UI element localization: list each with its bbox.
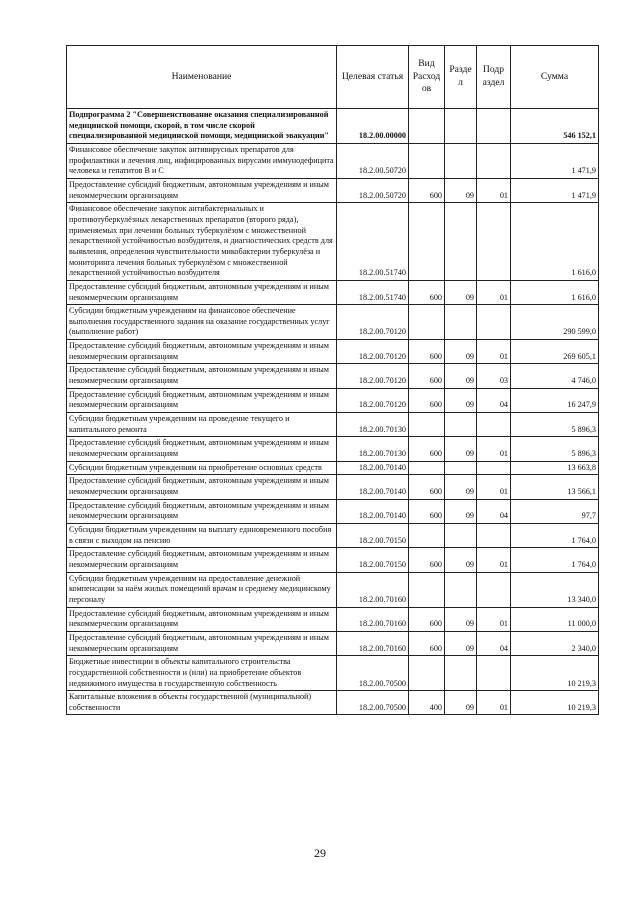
- row-target-article: 18.2.00.70160: [337, 607, 409, 631]
- row-subsection: 01: [477, 475, 511, 499]
- table-row: [67, 143, 599, 178]
- row-target-article: 18.2.00.70130: [337, 437, 409, 461]
- row-expense-kind: 400: [409, 691, 445, 715]
- row-sum: 546 152,1: [511, 109, 599, 144]
- row-name: Субсидии бюджетным учреждениям на проведение текущего и капитального ремонта: [67, 413, 337, 437]
- table-row: [67, 388, 599, 412]
- table-row: [67, 178, 599, 202]
- row-subsection: [477, 523, 511, 547]
- row-expense-kind: [409, 413, 445, 437]
- row-sum: 5 896,3: [511, 437, 599, 461]
- row-name: Предоставление субсидий бюджетным, автономным учреждениям и иным некоммерческим организациям: [67, 340, 337, 364]
- row-expense-kind: 600: [409, 499, 445, 523]
- row-section: [445, 305, 477, 340]
- row-subsection: 04: [477, 499, 511, 523]
- table-row: [67, 461, 599, 475]
- row-target-article: 18.2.00.70120: [337, 340, 409, 364]
- row-sum: 1 616,0: [511, 280, 599, 304]
- row-target-article: 18.2.00.70140: [337, 461, 409, 475]
- row-target-article: 18.2.00.51740: [337, 280, 409, 304]
- row-expense-kind: 600: [409, 364, 445, 388]
- row-subsection: 01: [477, 607, 511, 631]
- row-section: [445, 572, 477, 607]
- row-section: 09: [445, 388, 477, 412]
- row-expense-kind: 600: [409, 340, 445, 364]
- row-subsection: 01: [477, 280, 511, 304]
- table-header-row: [67, 46, 599, 109]
- row-subsection: 01: [477, 437, 511, 461]
- row-name: Субсидии бюджетным учреждениям на приобретение основных средств: [67, 461, 337, 475]
- row-sum: 1 764,0: [511, 523, 599, 547]
- row-name: Субсидии бюджетным учреждениям на предоставление денежной компенсации за наём жилых помещений врачам и среднему медицинскому персоналу: [67, 572, 337, 607]
- row-section: 09: [445, 631, 477, 655]
- budget-sheet: [66, 45, 598, 715]
- row-sum: 290 599,0: [511, 305, 599, 340]
- table-row: [67, 305, 599, 340]
- row-name: Финансовое обеспечение закупок антибактериальных и противотуберкулёзных лекарственных препаратов (второго ряда), применяемых при лечении больных туберкулёзом с множественной лекарственной устойчивостью возбудителя, и диагностических средств для выявления, определения чувствительности микобактерии туберкулёза и мониторинга лечения больных туберкулёзом с множественной лекарственной устойчивостью возбудителя: [67, 203, 337, 281]
- row-expense-kind: 600: [409, 280, 445, 304]
- row-section: [445, 461, 477, 475]
- row-subsection: [477, 461, 511, 475]
- row-expense-kind: 600: [409, 607, 445, 631]
- table-row: [67, 691, 599, 715]
- row-section: 09: [445, 548, 477, 572]
- row-section: [445, 523, 477, 547]
- row-name: Финансовое обеспечение закупок антивирусных препаратов для профилактики и лечения лиц, инфицированных вирусами иммунодефицита человека и гепатитов B и C: [67, 143, 337, 178]
- row-sum: 269 605,1: [511, 340, 599, 364]
- row-section: 09: [445, 280, 477, 304]
- table-row: [67, 340, 599, 364]
- row-sum: 13 663,8: [511, 461, 599, 475]
- row-target-article: 18.2.00.50720: [337, 178, 409, 202]
- row-subsection: [477, 572, 511, 607]
- row-expense-kind: 600: [409, 388, 445, 412]
- row-section: 09: [445, 499, 477, 523]
- row-name: Предоставление субсидий бюджетным, автономным учреждениям и иным некоммерческим организациям: [67, 499, 337, 523]
- row-subsection: 03: [477, 364, 511, 388]
- header-name: Наименование: [67, 46, 337, 109]
- table-row: [67, 523, 599, 547]
- table-row: [67, 548, 599, 572]
- row-section: 09: [445, 437, 477, 461]
- row-target-article: 18.2.00.00000: [337, 109, 409, 144]
- row-target-article: 18.2.00.70160: [337, 572, 409, 607]
- row-name: Предоставление субсидий бюджетным, автономным учреждениям и иным некоммерческим организациям: [67, 280, 337, 304]
- row-subsection: [477, 143, 511, 178]
- row-expense-kind: 600: [409, 437, 445, 461]
- row-subsection: 04: [477, 388, 511, 412]
- table-row: [67, 631, 599, 655]
- row-expense-kind: [409, 143, 445, 178]
- row-section: 09: [445, 475, 477, 499]
- row-section: 09: [445, 340, 477, 364]
- table-row: [67, 109, 599, 144]
- page-number: 29: [314, 846, 326, 860]
- row-section: [445, 413, 477, 437]
- budget-table: [66, 45, 599, 715]
- row-subsection: [477, 305, 511, 340]
- row-name: Субсидии бюджетным учреждениям на выплату единовременного пособия в связи с выходом на пенсию: [67, 523, 337, 547]
- row-sum: 1 616,0: [511, 203, 599, 281]
- header-subsection: Подр аздел: [477, 46, 511, 109]
- row-sum: 13 566,1: [511, 475, 599, 499]
- row-target-article: 18.2.00.70120: [337, 364, 409, 388]
- row-target-article: 18.2.00.70150: [337, 523, 409, 547]
- row-name: Капитальные вложения в объекты государственной (муниципальной) собственности: [67, 691, 337, 715]
- row-sum: 10 219,3: [511, 691, 599, 715]
- row-subsection: [477, 203, 511, 281]
- table-row: [67, 437, 599, 461]
- row-target-article: 18.2.00.70130: [337, 413, 409, 437]
- table-row: [67, 280, 599, 304]
- row-section: 09: [445, 691, 477, 715]
- row-expense-kind: 600: [409, 178, 445, 202]
- row-section: 09: [445, 178, 477, 202]
- row-name: Предоставление субсидий бюджетным, автономным учреждениям и иным некоммерческим организациям: [67, 475, 337, 499]
- row-name: Предоставление субсидий бюджетным, автономным учреждениям и иным некоммерческим организациям: [67, 437, 337, 461]
- table-row: [67, 413, 599, 437]
- row-target-article: 18.2.00.51740: [337, 203, 409, 281]
- row-section: 09: [445, 364, 477, 388]
- row-sum: 10 219,3: [511, 656, 599, 691]
- row-subsection: 01: [477, 691, 511, 715]
- row-section: [445, 109, 477, 144]
- row-target-article: 18.2.00.70150: [337, 548, 409, 572]
- row-subsection: [477, 656, 511, 691]
- row-expense-kind: [409, 109, 445, 144]
- table-row: [67, 499, 599, 523]
- table-row: [67, 203, 599, 281]
- row-sum: 13 340,0: [511, 572, 599, 607]
- row-name: Субсидии бюджетным учреждениям на финансовое обеспечение выполнения государственного задания на оказание государственных услуг (выполнение работ): [67, 305, 337, 340]
- row-subsection: 01: [477, 548, 511, 572]
- row-expense-kind: [409, 572, 445, 607]
- row-target-article: 18.2.00.70500: [337, 656, 409, 691]
- row-sum: 1 764,0: [511, 548, 599, 572]
- row-target-article: 18.2.00.50720: [337, 143, 409, 178]
- row-sum: 5 896,3: [511, 413, 599, 437]
- row-expense-kind: [409, 656, 445, 691]
- row-target-article: 18.2.00.70140: [337, 475, 409, 499]
- row-expense-kind: [409, 523, 445, 547]
- row-name: Предоставление субсидий бюджетным, автономным учреждениям и иным некоммерческим организациям: [67, 364, 337, 388]
- row-sum: 97,7: [511, 499, 599, 523]
- row-name: Бюджетные инвестиции в объекты капитального строительства государственной собственности и (или) на приобретение объектов недвижимого имущества в государственную собственность: [67, 656, 337, 691]
- row-name: Подпрограмма 2 "Совершенствование оказания специализированной медицинской помощи, скорой, в том числе скорой специализированной медицинской помощи, медицинской эвакуации": [67, 109, 337, 144]
- row-expense-kind: 600: [409, 475, 445, 499]
- row-name: Предоставление субсидий бюджетным, автономным учреждениям и иным некоммерческим организациям: [67, 178, 337, 202]
- row-section: 09: [445, 607, 477, 631]
- row-subsection: [477, 413, 511, 437]
- row-target-article: 18.2.00.70120: [337, 388, 409, 412]
- table-row: [67, 364, 599, 388]
- header-sum: Сумма: [511, 46, 599, 109]
- row-target-article: 18.2.00.70120: [337, 305, 409, 340]
- row-name: Предоставление субсидий бюджетным, автономным учреждениям и иным некоммерческим организациям: [67, 388, 337, 412]
- row-subsection: 01: [477, 340, 511, 364]
- row-sum: 1 471,9: [511, 178, 599, 202]
- table-row: [67, 656, 599, 691]
- row-target-article: 18.2.00.70140: [337, 499, 409, 523]
- table-row: [67, 572, 599, 607]
- row-subsection: 01: [477, 178, 511, 202]
- header-target-article: Целевая статья: [337, 46, 409, 109]
- row-name: Предоставление субсидий бюджетным, автономным учреждениям и иным некоммерческим организациям: [67, 631, 337, 655]
- row-section: [445, 143, 477, 178]
- header-section: Разде л: [445, 46, 477, 109]
- row-name: Предоставление субсидий бюджетным, автономным учреждениям и иным некоммерческим организациям: [67, 548, 337, 572]
- row-sum: 4 746,0: [511, 364, 599, 388]
- row-section: [445, 203, 477, 281]
- row-sum: 2 340,0: [511, 631, 599, 655]
- row-sum: 11 000,0: [511, 607, 599, 631]
- row-section: [445, 656, 477, 691]
- row-sum: 1 471,9: [511, 143, 599, 178]
- row-expense-kind: [409, 203, 445, 281]
- row-expense-kind: [409, 305, 445, 340]
- row-subsection: 04: [477, 631, 511, 655]
- row-expense-kind: 600: [409, 548, 445, 572]
- row-name: Предоставление субсидий бюджетным, автономным учреждениям и иным некоммерческим организациям: [67, 607, 337, 631]
- row-sum: 16 247,9: [511, 388, 599, 412]
- row-subsection: [477, 109, 511, 144]
- header-expense-kind: Вид Расход ов: [409, 46, 445, 109]
- table-row: [67, 475, 599, 499]
- row-expense-kind: [409, 461, 445, 475]
- row-target-article: 18.2.00.70160: [337, 631, 409, 655]
- row-expense-kind: 600: [409, 631, 445, 655]
- table-row: [67, 607, 599, 631]
- row-target-article: 18.2.00.70500: [337, 691, 409, 715]
